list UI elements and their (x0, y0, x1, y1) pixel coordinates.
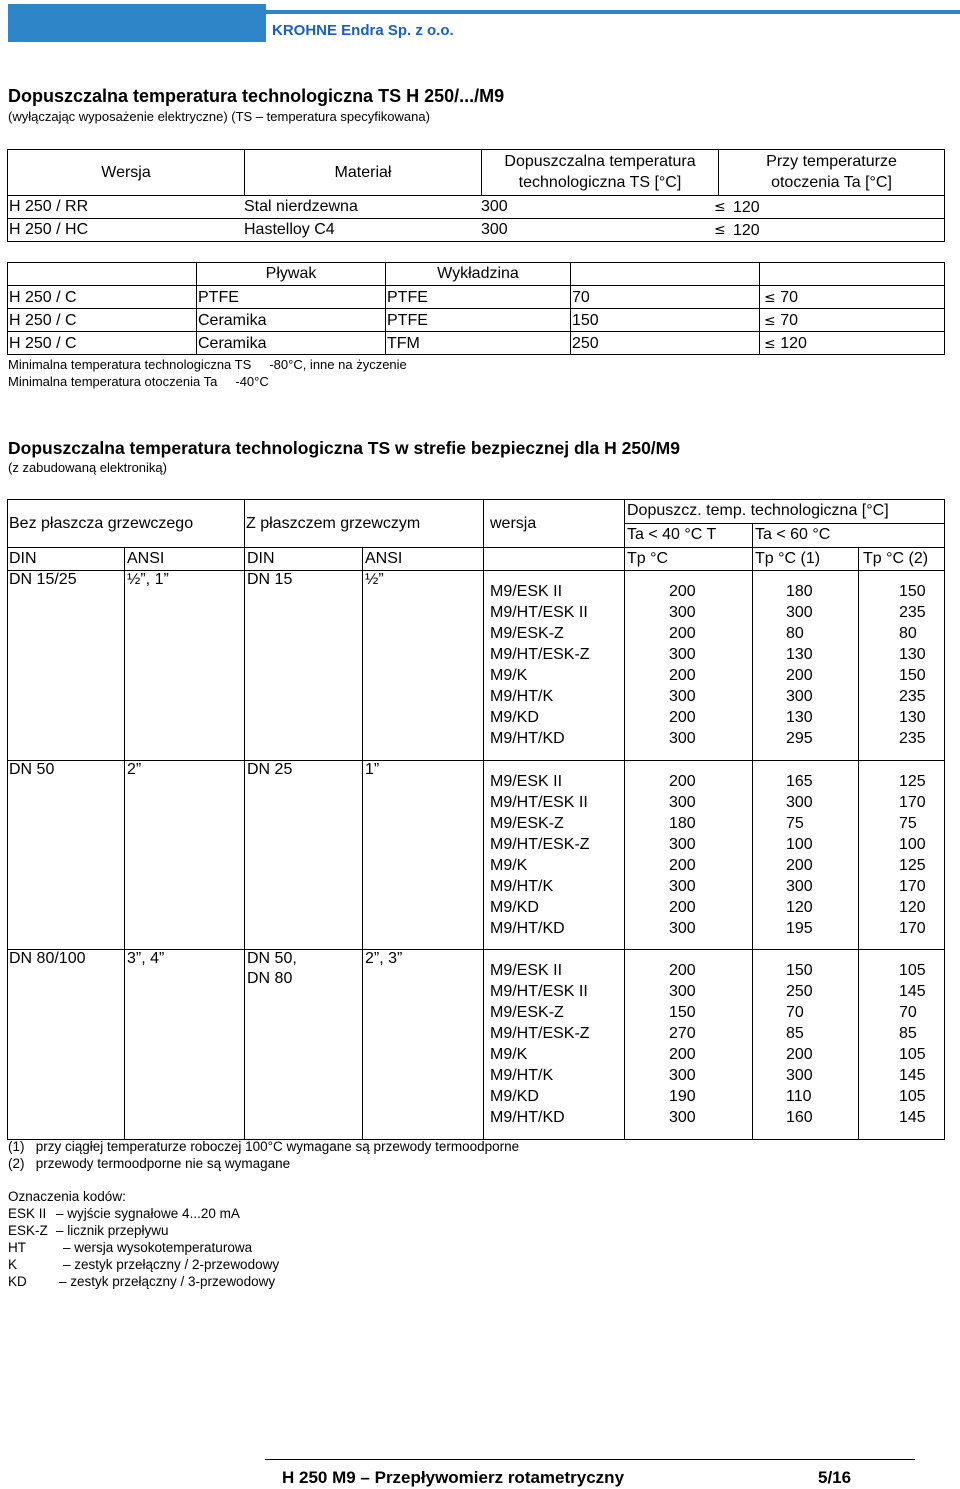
tp2-value: 70 (899, 1004, 917, 1021)
cell-ansi-z: 1” (363, 761, 484, 950)
tp1-value: 130 (786, 646, 813, 663)
tp1-value: 250 (786, 983, 813, 1000)
cell-ts: 250 (571, 332, 760, 355)
cell-din-z: DN 15 (245, 571, 363, 761)
din-z-line2: DN 80 (247, 970, 293, 987)
tp-value: 300 (669, 1109, 696, 1126)
tp2-value: 125 (899, 857, 926, 874)
version-item: M9/K (490, 857, 528, 874)
tp-value: 200 (669, 962, 696, 979)
tp2-value: 150 (899, 583, 926, 600)
cell-ansi-z: ½” (363, 571, 484, 761)
header-ansi2: ANSI (363, 548, 484, 571)
tp2-value: 145 (899, 983, 926, 1000)
code-key: ESK-Z (8, 1223, 48, 1238)
header-din2: DIN (245, 548, 363, 571)
le-icon: ≤ (714, 222, 726, 238)
header-material: Materiał (245, 150, 482, 196)
tp-value: 300 (669, 646, 696, 663)
section1-subtitle: (wyłączając wyposażenie elektryczne) (TS – temperatura specyfikowana) (8, 109, 430, 124)
le-icon: ≤ (764, 313, 776, 329)
cell-versions (484, 761, 625, 950)
version-item: M9/HT/ESK II (490, 794, 588, 811)
version-item: M9/HT/ESK-Z (490, 646, 590, 663)
tp2-value: 235 (899, 688, 926, 705)
header-block-accent (197, 6, 257, 42)
tp2-value: 130 (899, 709, 926, 726)
cell-wykladzina: PTFE (386, 309, 571, 332)
din-z-line1: DN 50, (247, 950, 297, 967)
tp-value: 180 (669, 815, 696, 832)
tp2-value: 150 (899, 667, 926, 684)
cell-plywak: Ceramika (197, 332, 386, 355)
tp2-value: 105 (899, 962, 926, 979)
tp1-value: 195 (786, 920, 813, 937)
version-item: M9/K (490, 667, 528, 684)
cell-tp2 (859, 950, 945, 1140)
cell-plywak: Ceramika (197, 309, 386, 332)
table-row (8, 309, 945, 332)
cell-ta: 120 (733, 222, 760, 239)
tp-value: 270 (669, 1025, 696, 1042)
code-item (8, 1222, 279, 1239)
tp-value: 300 (669, 794, 696, 811)
tp1-value: 165 (786, 773, 813, 790)
version-item: M9/ESK II (490, 583, 563, 600)
tp2-value: 170 (899, 878, 926, 895)
tp1-value: 160 (786, 1109, 813, 1126)
cell-ansi-bez: ½”, 1” (125, 571, 245, 761)
table-row (8, 571, 945, 761)
version-item: M9/HT/K (490, 688, 554, 705)
tp2-value: 120 (899, 899, 926, 916)
code-desc: – wersja wysokotemperaturowa (63, 1240, 253, 1255)
header-din1: DIN (8, 548, 125, 571)
header-dopuszcz: Dopuszcz. temp. technologiczna [°C] (625, 500, 945, 524)
le-icon: ≤ (714, 199, 726, 215)
header-bez: Bez płaszcza grzewczego (8, 500, 245, 548)
tp1-value: 200 (786, 667, 813, 684)
tp2-value: 105 (899, 1046, 926, 1063)
cell-tp2 (859, 571, 945, 761)
version-item: M9/HT/ESK II (490, 604, 588, 621)
tp1-value: 300 (786, 1067, 813, 1084)
version-item: M9/KD (490, 1088, 539, 1105)
table-row (8, 332, 945, 355)
tp-value: 150 (669, 1004, 696, 1021)
cell-tp1 (753, 571, 859, 761)
tp1-value: 150 (786, 962, 813, 979)
cell-tp2 (859, 761, 945, 950)
version-item: M9/ESK-Z (490, 1004, 564, 1021)
tp1-value: 300 (786, 794, 813, 811)
version-item: M9/ESK II (490, 773, 563, 790)
version-item: M9/HT/ESK-Z (490, 836, 590, 853)
cell-tp1 (753, 950, 859, 1140)
footnote-2: (2) przewody termoodporne nie są wymagane (8, 1156, 291, 1171)
company-name: KROHNE Endra Sp. z o.o. (272, 22, 454, 39)
version-item: M9/HT/KD (490, 730, 565, 747)
header-ts-line1: Dopuszczalna temperatura (504, 153, 696, 170)
table-safe-zone (7, 499, 945, 1140)
tp1-value: 75 (786, 815, 804, 832)
header-ta-line1: Przy temperaturze (766, 153, 897, 170)
version-item: M9/ESK-Z (490, 815, 564, 832)
cell-wersja: H 250 / RR (9, 198, 89, 215)
tp2-value: 80 (899, 625, 917, 642)
codes-legend (8, 1188, 279, 1290)
cell-ta: 120 (780, 335, 807, 352)
tp2-value: 170 (899, 794, 926, 811)
header-ts (482, 150, 719, 196)
header-wersja: Wersja (8, 150, 245, 196)
tp-value: 200 (669, 709, 696, 726)
header-z: Z płaszczem grzewczym (245, 500, 484, 548)
version-item: M9/HT/K (490, 878, 554, 895)
header-wersja: wersja (484, 500, 625, 548)
version-item: M9/ESK-Z (490, 625, 564, 642)
tp1-value: 85 (786, 1025, 804, 1042)
table-row (8, 761, 945, 950)
table-row (8, 950, 945, 1140)
tp-value: 200 (669, 857, 696, 874)
tp-value: 300 (669, 604, 696, 621)
cell-wersja: H 250 / C (8, 332, 197, 355)
version-item: M9/KD (490, 899, 539, 916)
header-ta-line2: otoczenia Ta [°C] (771, 174, 892, 191)
tp1-value: 120 (786, 899, 813, 916)
version-item: M9/HT/KD (490, 1109, 565, 1126)
cell-ts: 300 (481, 221, 508, 238)
tp2-value: 170 (899, 920, 926, 937)
tp2-value: 100 (899, 836, 926, 853)
section2-subtitle: (z zabudowaną elektroniką) (8, 460, 167, 475)
le-icon: ≤ (764, 290, 776, 306)
version-item: M9/HT/KD (490, 920, 565, 937)
cell-wykladzina: TFM (386, 332, 571, 355)
cell-din-bez: DN 50 (8, 761, 125, 950)
tp2-value: 145 (899, 1067, 926, 1084)
footer-title: H 250 M9 – Przepływomierz rotametryczny (282, 1468, 625, 1487)
code-key: KD (8, 1274, 27, 1289)
cell-ta: 70 (780, 312, 798, 329)
cell-ts: 150 (571, 309, 760, 332)
tp-value: 200 (669, 625, 696, 642)
footer-divider (265, 1459, 915, 1460)
version-item: M9/K (490, 1046, 528, 1063)
tp2-value: 145 (899, 1109, 926, 1126)
cell-ansi-z: 2”, 3” (363, 950, 484, 1140)
cell-material: Stal nierdzewna (244, 198, 358, 215)
tp2-value: 235 (899, 730, 926, 747)
cell-din-z (245, 950, 363, 1140)
code-desc: – wyjście sygnałowe 4...20 mA (56, 1206, 240, 1221)
tp2-value: 125 (899, 773, 926, 790)
cell-material: Hastelloy C4 (244, 221, 335, 238)
table-row (8, 219, 945, 242)
tp1-value: 300 (786, 604, 813, 621)
header-plywak: Pływak (197, 263, 386, 286)
tp-value: 300 (669, 878, 696, 895)
tp1-value: 80 (786, 625, 804, 642)
code-item (8, 1205, 279, 1222)
tp-value: 300 (669, 983, 696, 1000)
tp1-value: 300 (786, 878, 813, 895)
code-key: ESK II (8, 1206, 47, 1221)
tp1-value: 110 (786, 1088, 812, 1105)
tp1-value: 100 (786, 836, 813, 853)
cell-wersja: H 250 / HC (9, 221, 89, 238)
cell-versions (484, 950, 625, 1140)
tp-value: 200 (669, 583, 696, 600)
tp-value: 200 (669, 773, 696, 790)
header-ta40: Ta < 40 °C T (625, 524, 753, 548)
tp1-value: 200 (786, 857, 813, 874)
header-bar (0, 0, 960, 44)
tp-value: 300 (669, 688, 696, 705)
version-item: M9/HT/ESK II (490, 983, 588, 1000)
header-ta (719, 150, 945, 196)
cell-tp1 (753, 761, 859, 950)
codes-title: Oznaczenia kodów: (8, 1189, 126, 1204)
table-row (8, 196, 945, 219)
header-ta60: Ta < 60 °C (753, 524, 945, 548)
cell-wersja: H 250 / C (8, 309, 197, 332)
version-item: M9/KD (490, 709, 539, 726)
table-row (8, 286, 945, 309)
header-wykladzina: Wykładzina (386, 263, 571, 286)
cell-ta: 70 (780, 289, 798, 306)
code-item (8, 1273, 279, 1290)
tp-value: 190 (669, 1088, 696, 1105)
cell-din-z: DN 25 (245, 761, 363, 950)
table-float-lining (7, 262, 945, 355)
header-ts-line2: technologiczna TS [°C] (518, 174, 682, 191)
tp1-value: 295 (786, 730, 813, 747)
tp2-value: 75 (899, 815, 917, 832)
table-ts-material (7, 149, 945, 242)
cell-din-bez: DN 15/25 (8, 571, 125, 761)
tp-value: 300 (669, 836, 696, 853)
cell-tp (625, 761, 753, 950)
header-ansi1: ANSI (125, 548, 245, 571)
cell-versions (484, 571, 625, 761)
header-tp: Tp °C (625, 548, 753, 571)
header-tp1: Tp °C (1) (753, 548, 859, 571)
tp-value: 200 (669, 899, 696, 916)
cell-tp (625, 950, 753, 1140)
cell-ts: 70 (571, 286, 760, 309)
header-line (266, 10, 960, 14)
tp2-value: 85 (899, 1025, 917, 1042)
code-desc: – licznik przepływu (56, 1223, 169, 1238)
header-tp2: Tp °C (2) (859, 548, 945, 571)
tp1-value: 200 (786, 1046, 813, 1063)
tp1-value: 130 (786, 709, 813, 726)
code-key: HT (8, 1240, 26, 1255)
cell-wersja: H 250 / C (8, 286, 197, 309)
le-icon: ≤ (764, 336, 776, 352)
tp-value: 200 (669, 1046, 696, 1063)
version-item: M9/HT/K (490, 1067, 554, 1084)
tp-value: 300 (669, 730, 696, 747)
cell-tp (625, 571, 753, 761)
code-desc: – zestyk przełączny / 3-przewodowy (59, 1274, 276, 1289)
section1-title: Dopuszczalna temperatura technologiczna TS H 250/.../M9 (8, 86, 505, 106)
page-number: 5/16 (818, 1468, 852, 1487)
code-item (8, 1256, 279, 1273)
note-min-ts: Minimalna temperatura technologiczna TS -80°C, inne na życzenie (8, 357, 407, 372)
section2-title: Dopuszczalna temperatura technologiczna TS w strefie bezpiecznej dla H 250/M9 (8, 438, 680, 458)
code-item (8, 1239, 279, 1256)
note-min-ta: Minimalna temperatura otoczenia Ta -40°C (8, 374, 269, 389)
cell-wykladzina: PTFE (386, 286, 571, 309)
tp1-value: 180 (786, 583, 813, 600)
code-desc: – zestyk przełączny / 2-przewodowy (63, 1257, 280, 1272)
version-item: M9/HT/ESK-Z (490, 1025, 590, 1042)
footnote-1: (1) przy ciągłej temperaturze roboczej 100°C wymagane są przewody termoodporne (8, 1139, 520, 1154)
code-key: K (8, 1257, 18, 1272)
tp-value: 200 (669, 667, 696, 684)
cell-din-bez: DN 80/100 (8, 950, 125, 1140)
cell-ta: 120 (733, 199, 760, 216)
version-item: M9/ESK II (490, 962, 563, 979)
cell-ansi-bez: 3”, 4” (125, 950, 245, 1140)
tp1-value: 300 (786, 688, 813, 705)
tp1-value: 70 (786, 1004, 804, 1021)
cell-plywak: PTFE (197, 286, 386, 309)
tp-value: 300 (669, 1067, 696, 1084)
tp2-value: 130 (899, 646, 926, 663)
tp2-value: 235 (899, 604, 926, 621)
tp-value: 300 (669, 920, 696, 937)
cell-ts: 300 (481, 198, 508, 215)
cell-ansi-bez: 2” (125, 761, 245, 950)
tp2-value: 105 (899, 1088, 926, 1105)
